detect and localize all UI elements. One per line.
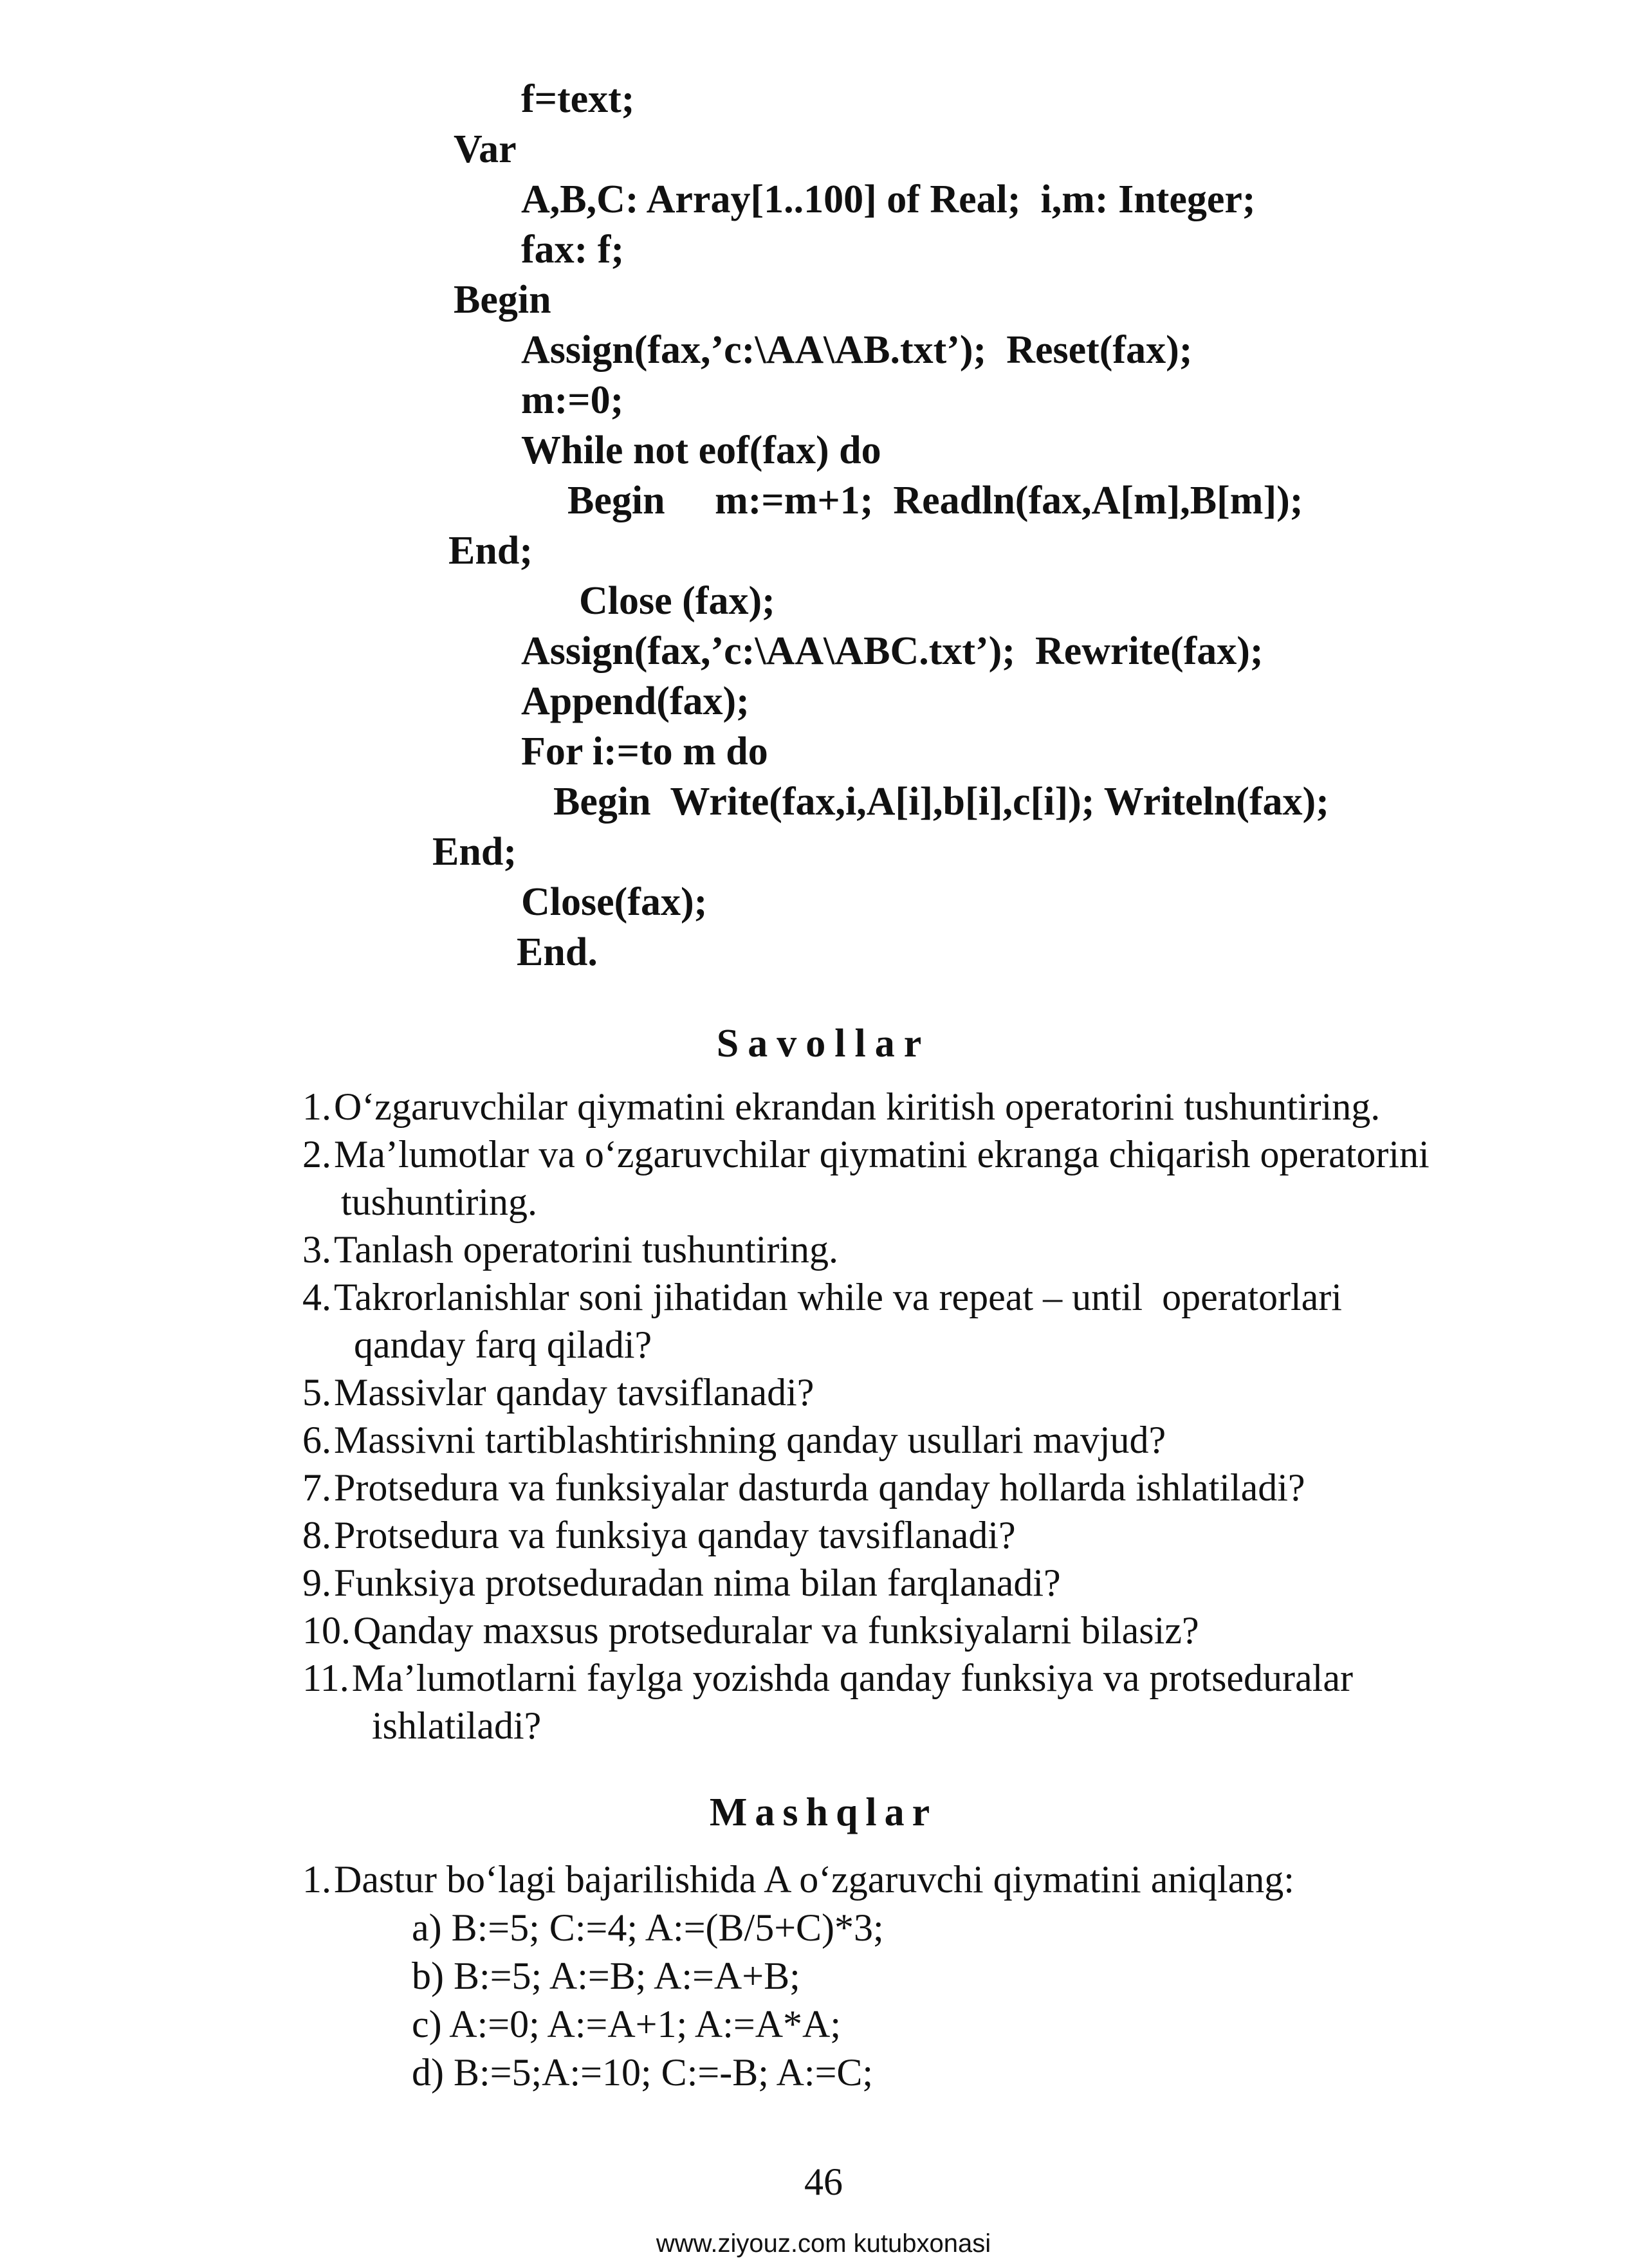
list-item [302,1274,1342,1320]
code-line: A,B,C: Array[1..100] of Real; i,m: Integer; [521,178,1256,221]
item-text: Ma’lumotlarni faylga yozishda qanday funksiya va protseduralar [351,1657,1353,1699]
list-item [302,1655,1353,1701]
list-item [302,1417,1166,1463]
exercise-option: a) B:=5; C:=4; A:=(B/5+C)*3; [412,1906,884,1949]
list-item [302,1512,1016,1558]
item-text: Funksiya protseduradan nima bilan farqlanadi? [334,1562,1061,1604]
exercise-option: d) B:=5;A:=10; C:=-B; A:=C; [412,2051,874,2094]
item-text-continued: ishlatiladi? [372,1704,542,1747]
code-line: Begin Write(fax,i,A[i],b[i],c[i]); Writeln(fax); [553,780,1329,824]
list-item [302,1369,814,1415]
code-line: fax: f; [521,228,625,272]
page-number: 46 [804,2161,843,2203]
code-line: Assign(fax,’c:\AA\AB.txt’); Reset(fax); [521,328,1193,372]
code-line: Close (fax); [579,579,775,623]
code-line: Begin m:=m+1; Readln(fax,A[m],B[m]); [567,479,1303,522]
code-line: End. [517,930,598,974]
list-item [302,1464,1305,1511]
list-item [302,1607,1199,1654]
savollar-heading: Savollar [716,1022,931,1065]
list-item [302,1083,1380,1130]
footer-source: www.ziyouz.com kutubxonasi [656,2229,991,2258]
item-text: Protsedura va funksiyalar dasturda qanday hollarda ishlatiladi? [334,1466,1305,1509]
item-number: 6. [302,1419,331,1461]
item-text: Takrorlanishlar soni jihatidan while va repeat – until operatorlari [334,1276,1342,1318]
item-text-continued: qanday farq qiladi? [354,1323,652,1366]
list-item [302,1226,838,1273]
item-number: 8. [302,1514,331,1556]
item-number: 1. [302,1858,331,1901]
item-number: 1. [302,1085,331,1128]
mashqlar-heading: Mashqlar [709,1791,938,1834]
item-text: Massivlar qanday tavsiflanadi? [334,1371,814,1414]
code-line: Var [454,127,517,171]
code-line: End; [432,830,517,874]
code-line: m:=0; [521,378,624,422]
code-line: Begin [454,278,551,322]
code-line: f=text; [521,77,635,121]
item-text: Massivni tartiblashtirishning qanday usullari mavjud? [334,1419,1166,1461]
item-text: Tanlash operatorini tushuntiring. [334,1228,838,1271]
list-item [302,1131,1430,1177]
item-text: Dastur bo‘lagi bajarilishida A o‘zgaruvchi qiymatini aniqlang: [334,1858,1294,1901]
item-text: Ma’lumotlar va o‘zgaruvchilar qiymatini ekranga chiqarish operatorini [334,1133,1430,1175]
item-text-continued: tushuntiring. [341,1181,538,1223]
item-number: 3. [302,1228,331,1271]
item-number: 4. [302,1276,331,1318]
code-line: End; [448,529,533,573]
item-text: Protsedura va funksiya qanday tavsiflanadi? [334,1514,1016,1556]
item-number: 5. [302,1371,331,1414]
code-line: For i:=to m do [521,730,768,773]
item-text: Qanday maxsus protseduralar va funksiyalarni bilasiz? [353,1609,1199,1652]
code-line: Close(fax); [521,880,708,924]
item-number: 10. [302,1609,351,1652]
item-number: 9. [302,1562,331,1604]
item-number: 11. [302,1657,349,1699]
item-number: 7. [302,1466,331,1509]
list-item [302,1560,1061,1606]
exercise-option: b) B:=5; A:=B; A:=A+B; [412,1955,800,1997]
code-line: Append(fax); [521,679,750,723]
code-line: While not eof(fax) do [521,429,881,472]
code-line: Assign(fax,’c:\AA\ABC.txt’); Rewrite(fax); [521,629,1264,673]
exercise-option: c) A:=0; A:=A+1; A:=A*A; [412,2003,842,2045]
list-item [302,1856,1294,1903]
item-number: 2. [302,1133,331,1175]
item-text: O‘zgaruvchilar qiymatini ekrandan kiritish operatorini tushuntiring. [334,1085,1381,1128]
